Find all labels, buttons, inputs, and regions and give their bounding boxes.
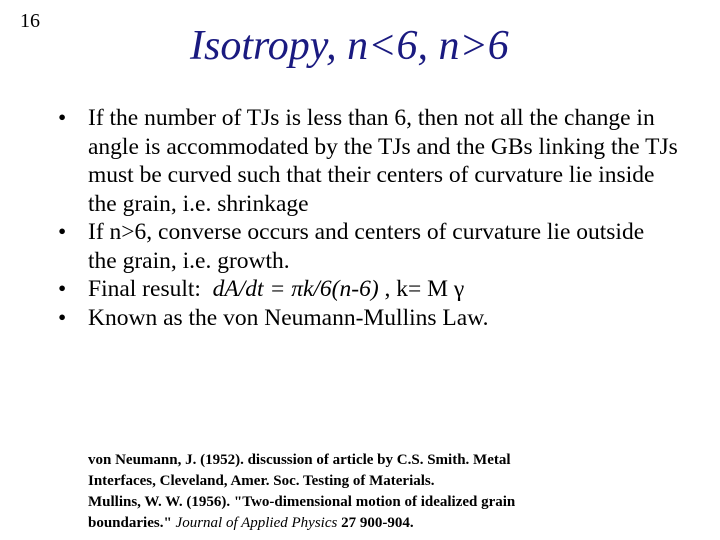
reference-line: [88, 513, 608, 534]
bullet-item: [58, 275, 678, 304]
bullet-item: • If the number of TJs is less than 6, then not all the change in angle is accommodated by the TJs and the GBs linking the TJs must be curved such that their centers of curvature lie inside the grain, i.e. shrinkage: [58, 104, 678, 218]
reference-line: von Neumann, J. (1952). discussion of article by C.S. Smith. Metal: [88, 452, 511, 468]
reference-line: Interfaces, Cleveland, Amer. Soc. Testing of Materials.: [88, 473, 435, 489]
slide-number: 16: [20, 10, 40, 32]
references: [88, 450, 608, 534]
bullet-prefix: Final result:: [88, 276, 213, 302]
slide-title: Isotropy, n<6, n>6: [190, 23, 509, 69]
reference-text: boundaries.": [88, 515, 176, 531]
reference-line: Mullins, W. W. (1956). "Two-dimensional motion of idealized grain: [88, 494, 516, 510]
bullet-item: • If n>6, converse occurs and centers of curvature lie outside the grain, i.e. growth.: [58, 218, 678, 275]
bullet-suffix: , k= M γ: [378, 276, 465, 302]
bullet-item: • Known as the von Neumann-Mullins Law.: [58, 304, 678, 333]
reference-text: 27 900-904.: [337, 515, 414, 531]
bullet-list: [58, 104, 678, 332]
formula: dA/dt = πk/6(n-6): [212, 276, 379, 302]
journal-name: Journal of Applied Physics: [175, 515, 338, 531]
